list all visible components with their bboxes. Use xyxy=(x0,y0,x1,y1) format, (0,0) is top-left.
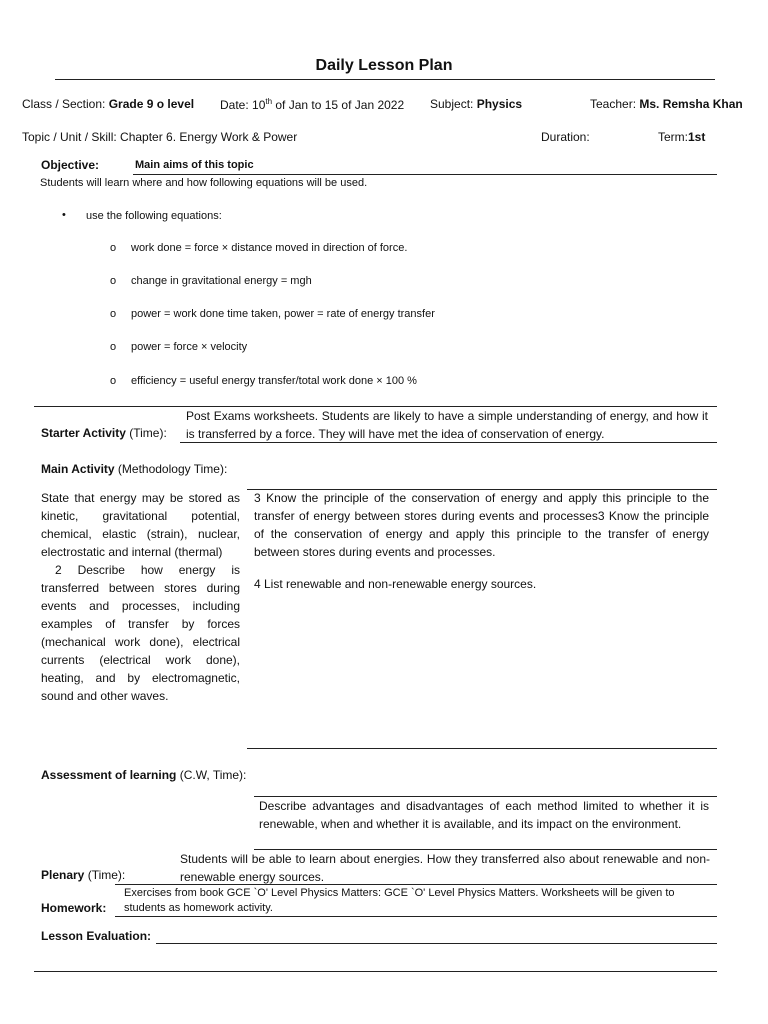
plenary-suffix: (Time): xyxy=(84,868,126,882)
assessment-label-bold: Assessment of learning xyxy=(41,768,177,782)
date-label: Date: 10 xyxy=(220,98,266,112)
class-label: Class / Section: xyxy=(22,97,109,111)
objective-intro: Students will learn where and how following equations will be used. xyxy=(40,177,368,189)
homework-text: Exercises from book GCE `O' Level Physics Matters: GCE `O' Level Physics Matters. Worksheets will be given to students as homework activity. xyxy=(124,887,675,914)
date-field xyxy=(220,97,404,112)
page-bottom-line xyxy=(34,971,717,972)
main-label-bold: Main Activity xyxy=(41,462,115,476)
starter-label xyxy=(41,426,167,440)
duration-field: Duration: xyxy=(541,130,590,144)
bullet-text: use the following equations: xyxy=(86,210,222,222)
equation-item: change in gravitational energy = mgh xyxy=(131,275,312,287)
equation-item: power = force × velocity xyxy=(131,341,248,353)
main-left-text xyxy=(41,489,240,705)
page-title: Daily Lesson Plan xyxy=(315,57,453,74)
plenary-text: Students will be able to learn about energies. How they transferred also about renewable and non-renewable energy sources. xyxy=(180,852,710,884)
teacher-value: Ms. Remsha Khan xyxy=(639,97,743,111)
main-activity-label xyxy=(41,462,227,476)
assessment-label xyxy=(41,768,246,782)
eq-marker: o xyxy=(110,341,117,353)
plenary-label xyxy=(41,868,125,882)
term-label: Term: xyxy=(658,130,688,144)
bullet-marker: • xyxy=(62,209,66,221)
eq-marker: o xyxy=(110,308,117,320)
subject-field xyxy=(430,97,522,111)
term-field xyxy=(658,130,705,144)
starter-suffix: (Time): xyxy=(125,426,167,440)
starter-label-bold: Starter Activity xyxy=(41,426,126,440)
equation-item: efficiency = useful energy transfer/total work done × 100 % xyxy=(131,375,417,387)
subject-value: Physics xyxy=(476,97,523,111)
main-right-text-2: 4 List renewable and non-renewable energy sources. xyxy=(254,577,537,591)
starter-text: Post Exams worksheets. Students are likely to have a simple understanding of energy, and how it is transferred by a force. They will have met the idea of conservation of energy. xyxy=(186,409,708,441)
main-suffix: (Methodology Time): xyxy=(114,462,228,476)
equation-item: work done = force × distance moved in direction of force. xyxy=(131,242,408,254)
homework-label: Homework: xyxy=(41,901,107,915)
plenary-bottom-line xyxy=(115,884,717,885)
date-sup: th xyxy=(265,97,273,106)
evaluation-label: Lesson Evaluation: xyxy=(41,929,152,943)
teacher-label: Teacher: xyxy=(590,97,640,111)
assessment-suffix: (C.W, Time): xyxy=(176,768,247,782)
objective-line xyxy=(133,174,717,175)
equation-item: power = work done time taken, power = rate of energy transfer xyxy=(131,308,435,320)
date-rest: of Jan to 15 of Jan 2022 xyxy=(272,98,405,112)
main-bottom-line xyxy=(247,748,717,749)
topic-field: Topic / Unit / Skill: Chapter 6. Energy Work & Power xyxy=(22,130,298,144)
eq-marker: o xyxy=(110,275,117,287)
main-left-part1: State that energy may be stored as kinetic, gravitational potential, chemical, elastic (strain), nuclear, electrostatic and internal (thermal) xyxy=(41,491,240,559)
starter-bottom-line xyxy=(180,442,717,443)
main-right-part1: 3 Know the principle of the conservation of energy and apply this principle to the transfer of energy between stores during events and processes3 Know the principle of the conservation of energy and apply this principle to the transfer of energy between stores during events and processes. xyxy=(254,491,709,559)
homework-bottom-line xyxy=(115,916,717,917)
teacher-field xyxy=(590,97,743,111)
main-left-part2: 2 Describe how energy is transferred between stores during events and processes, including examples of transfer by forces (mechanical work done), electrical currents (electrical work done), heating, and by electromagnetic, sound and other waves. xyxy=(41,563,240,703)
eq-marker: o xyxy=(110,375,117,387)
objective-label: Objective: xyxy=(41,158,100,172)
assessment-text: Describe advantages and disadvantages of each method limited to whether it is renewable, when and whether it is available, and its impact on the environment. xyxy=(259,799,709,831)
class-value: Grade 9 o level xyxy=(108,97,195,111)
main-right-text xyxy=(254,489,709,561)
term-value: 1st xyxy=(688,130,706,144)
objective-subtitle: Main aims of this topic xyxy=(135,159,254,171)
class-section xyxy=(22,97,194,111)
eq-marker: o xyxy=(110,242,117,254)
subject-label: Subject: xyxy=(430,97,477,111)
plenary-label-bold: Plenary xyxy=(41,868,85,882)
title-underline xyxy=(55,79,715,80)
evaluation-line xyxy=(156,943,717,944)
